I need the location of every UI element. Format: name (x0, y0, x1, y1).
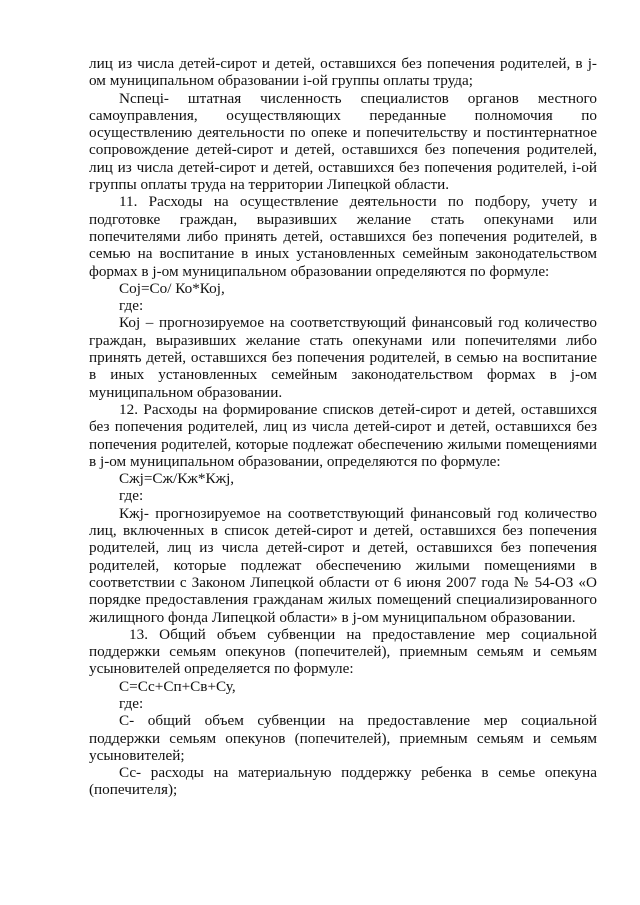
where-label: где: (119, 694, 144, 712)
paragraph-koj-definition: Коj – прогнозируемое на соответствующий финансовый год количество граждан, выразивших желание стать опекунами или попечителями либо принять детей, оставшихся без попечения родителей, в семью на воспитание в иных установленных семейным законодательством формах в j-ом муниципальном образовании. (89, 314, 597, 401)
where-label: где: (119, 487, 144, 505)
formula-czhj: Сжj=Сж/Кж*Кжj, (119, 470, 235, 488)
paragraph-c-definition: С- общий объем субвенции на предоставление мер социальной поддержки семьям опекунов (попечителей), приемным семьям и семьям усыновителей; (89, 712, 597, 764)
paragraph-item-12: 12. Расходы на формирование списков детей-сирот и детей, оставшихся без попечения родителей, лиц из числа детей-сирот и детей, оставшихся без попечения родителей, которые подлежат обеспечению жилыми помещениями в j-ом муниципальном образовании, определяются по формуле: (89, 400, 597, 470)
paragraph-continuation: лиц из числа детей-сирот и детей, оставшихся без попечения родителей, в j-ом муниципальном образовании i-ой группы оплаты труда; (89, 55, 597, 90)
where-label: где: (119, 297, 144, 315)
formula-coj: Соj=Со/ Ко*Коj, (119, 279, 225, 297)
paragraph-kzhj-definition: Кжj- прогнозируемое на соответствующий финансовый год количество лиц, включенных в список детей-сирот и детей, оставшихся без попечения родителей, лиц из числа детей-сирот и детей, оставшихся без попечения родителей, которые подлежат обеспечению жилыми помещениями в соответствии с Законом Липецкой области от 6 июня 2007 года № 54-ОЗ «О порядке предоставления гражданам жилых помещений специализированного жилищного фонда Липецкой области» в j-ом муниципальном образовании. (89, 504, 597, 626)
paragraph-cs-definition: Сс- расходы на материальную поддержку ребенка в семье опекуна (попечителя); (89, 764, 597, 799)
document-page (89, 55, 597, 799)
paragraph-item-11: 11. Расходы на осуществление деятельности по подбору, учету и подготовке граждан, выразивших желание стать опекунами или попечителями либо принять детей, оставшихся без попечения родителей, в семью на воспитание в иных установленных семейным законодательством формах в j-ом муниципальном образовании определяются по формуле: (89, 193, 597, 280)
paragraph-item-13: 13. Общий объем субвенции на предоставление мер социальной поддержки семьям опекунов (попечителей), приемным семьям и семьям усыновителей определяется по формуле: (89, 625, 597, 678)
formula-c-total: С=Сс+Сп+Св+Су, (119, 677, 236, 695)
paragraph-nspec-definition: Nспецi- штатная численность специалистов органов местного самоуправления, осуществляющих переданные полномочия по осуществлению деятельности по опеке и попечительству и постинтернатное сопровождение детей-сирот и детей, оставшихся без попечения родителей, лиц из числа детей-сирот и детей, оставшихся без попечения родителей, i-ой группы оплаты труда на территории Липецкой области. (89, 89, 597, 194)
